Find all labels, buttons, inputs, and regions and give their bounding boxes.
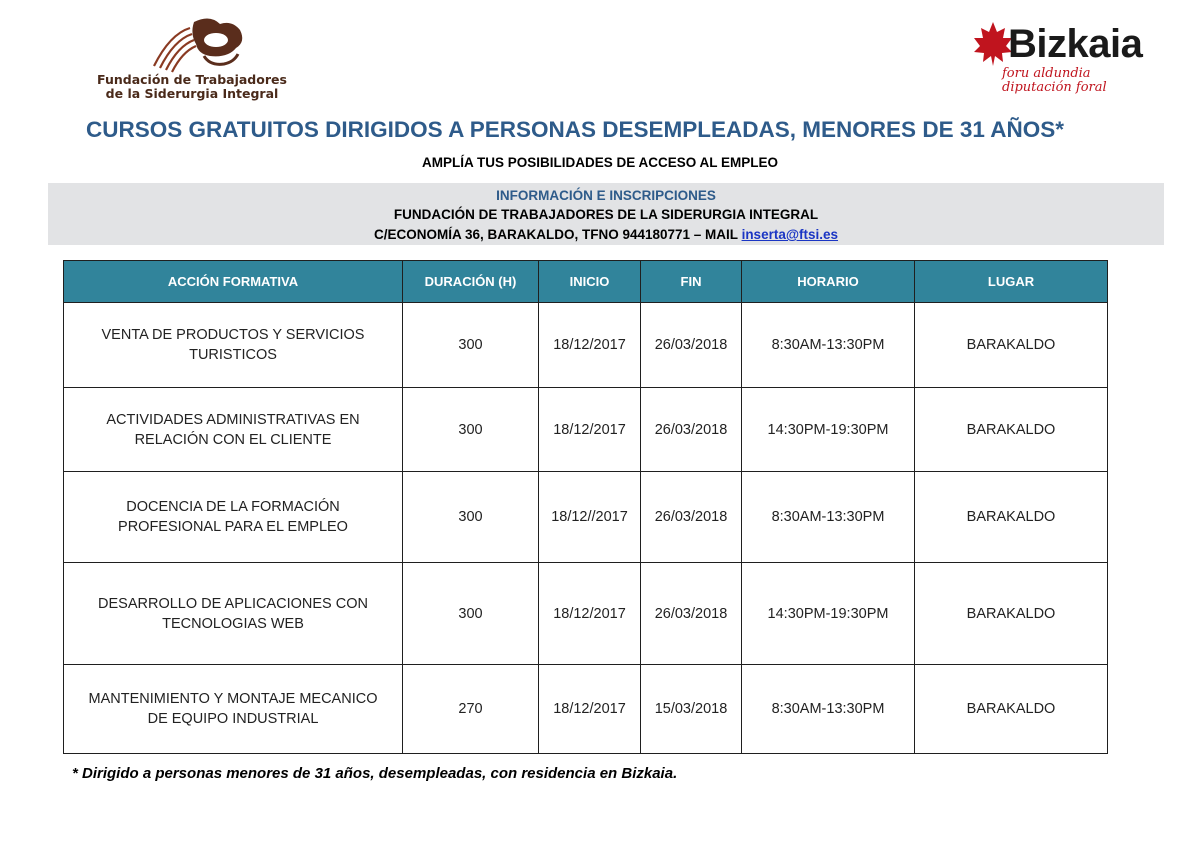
bizkaia-logo [972, 18, 1172, 98]
course-end: 15/03/2018 [641, 665, 742, 754]
course-name: ACTIVIDADES ADMINISTRATIVAS EN RELACIÓN CON EL CLIENTE [64, 388, 403, 472]
table-row [64, 303, 1108, 388]
course-location: BARAKALDO [915, 665, 1108, 754]
info-heading: INFORMACIÓN E INSCRIPCIONES [496, 188, 716, 203]
course-location: BARAKALDO [915, 563, 1108, 665]
header-duracion: DURACIÓN (H) [403, 261, 539, 303]
header-lugar: LUGAR [915, 261, 1108, 303]
course-duration: 270 [403, 665, 539, 754]
course-start: 18/12/2017 [539, 388, 641, 472]
table-row [64, 388, 1108, 472]
header-accion-formativa: ACCIÓN FORMATIVA [64, 261, 403, 303]
ftsi-emblem-icon [150, 14, 250, 74]
page-title: CURSOS GRATUITOS DIRIGIDOS A PERSONAS DESEMPLEADAS, MENORES DE 31 AÑOS* [85, 117, 1065, 142]
course-duration: 300 [403, 388, 539, 472]
course-schedule: 14:30PM-19:30PM [742, 388, 915, 472]
course-name: DOCENCIA DE LA FORMACIÓN PROFESIONAL PARA EL EMPLEO [64, 472, 403, 563]
course-location: BARAKALDO [915, 388, 1108, 472]
bizkaia-subtitle-1: foru aldundia [1002, 66, 1091, 81]
course-name: DESARROLLO DE APLICACIONES CON TECNOLOGIAS WEB [64, 563, 403, 665]
course-name: MANTENIMIENTO Y MONTAJE MECANICO DE EQUIPO INDUSTRIAL [64, 665, 403, 754]
footnote: * Dirigido a personas menores de 31 años, desempleadas, con residencia en Bizkaia. [72, 765, 678, 782]
table-row [64, 472, 1108, 563]
ftsi-name-line2: de la Siderurgia Integral [105, 86, 279, 101]
course-duration: 300 [403, 472, 539, 563]
bizkaia-wordmark: Bizkaia [1008, 22, 1143, 66]
course-location: BARAKALDO [915, 472, 1108, 563]
table-header-row [64, 261, 1108, 303]
ftsi-name-line1: Fundación de Trabajadores [97, 72, 287, 87]
course-schedule: 8:30AM-13:30PM [742, 303, 915, 388]
course-start: 18/12/2017 [539, 563, 641, 665]
course-duration: 300 [403, 303, 539, 388]
ftsi-logo [92, 14, 292, 104]
header-horario: HORARIO [742, 261, 915, 303]
course-table [63, 260, 1108, 754]
course-schedule: 8:30AM-13:30PM [742, 665, 915, 754]
course-end: 26/03/2018 [641, 472, 742, 563]
course-start: 18/12/2017 [539, 303, 641, 388]
course-name: VENTA DE PRODUCTOS Y SERVICIOS TURISTICOS [64, 303, 403, 388]
course-duration: 300 [403, 563, 539, 665]
course-schedule: 8:30AM-13:30PM [742, 472, 915, 563]
info-address: C/ECONOMÍA 36, BARAKALDO, TFNO 944180771 – MAIL [373, 227, 742, 242]
info-organization: FUNDACIÓN DE TRABAJADORES DE LA SIDERURGIA INTEGRAL [393, 207, 819, 222]
table-row [64, 563, 1108, 665]
course-end: 26/03/2018 [641, 563, 742, 665]
table-row [64, 665, 1108, 754]
course-schedule: 14:30PM-19:30PM [742, 563, 915, 665]
header-inicio: INICIO [539, 261, 641, 303]
page-subtitle: AMPLÍA TUS POSIBILIDADES DE ACCESO AL EMPLEO [421, 155, 779, 170]
course-end: 26/03/2018 [641, 303, 742, 388]
info-address-line [48, 227, 1164, 242]
header-fin: FIN [641, 261, 742, 303]
course-location: BARAKALDO [915, 303, 1108, 388]
course-end: 26/03/2018 [641, 388, 742, 472]
email-link[interactable]: inserta@ftsi.es [741, 227, 839, 242]
course-start: 18/12/2017 [539, 665, 641, 754]
bizkaia-subtitle-2: diputación foral [1002, 80, 1107, 95]
info-box [48, 183, 1164, 245]
course-start: 18/12//2017 [539, 472, 641, 563]
